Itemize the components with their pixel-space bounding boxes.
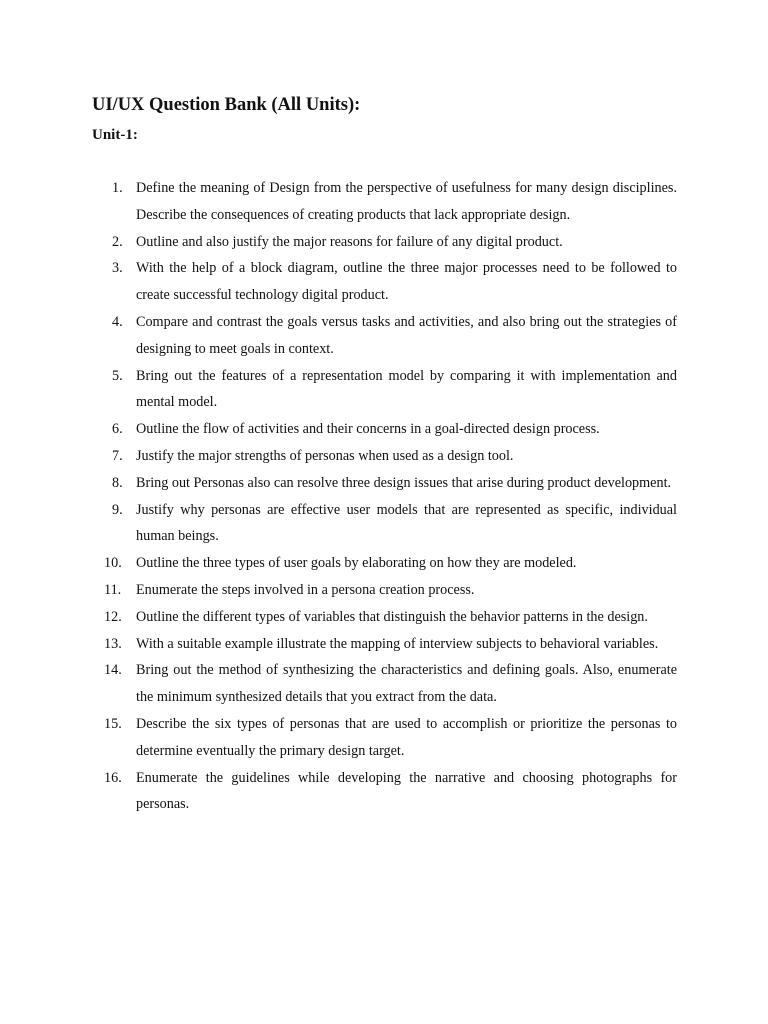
question-text: Justify the major strengths of personas when used as a design tool. [136, 447, 514, 464]
question-item-1 [92, 175, 677, 229]
question-text: Bring out the features of a representation model by comparing it with implementation and mental model. [136, 367, 677, 411]
question-item-9 [92, 497, 677, 551]
question-number: 1. [112, 180, 123, 196]
question-item-12 [92, 604, 677, 631]
question-item-13 [92, 631, 677, 658]
question-text: Bring out the method of synthesizing the characteristics and defining goals. Also, enumerate the minimum synthesized details that you extract from the data. [136, 662, 677, 706]
question-item-5 [92, 363, 677, 417]
question-text: Compare and contrast the goals versus tasks and activities, and also bring out the strategies of designing to meet goals in context. [136, 313, 677, 357]
question-item-11 [92, 577, 677, 604]
question-text: With a suitable example illustrate the mapping of interview subjects to behavioral variables. [136, 635, 659, 652]
question-item-16 [92, 765, 677, 819]
question-number: 13. [104, 635, 122, 652]
question-number: 7. [112, 447, 123, 464]
question-number: 12. [104, 608, 122, 625]
question-text: Describe the six types of personas that are used to accomplish or prioritize the personas to determine eventually the primary design target. [136, 715, 677, 759]
question-text: Define the meaning of Design from the perspective of usefulness for many design disciplines. Describe the consequences of creating products that lack appropriate design. [136, 180, 677, 223]
question-item-10 [92, 550, 677, 577]
question-number: 14. [104, 662, 122, 679]
question-number: 6. [112, 421, 123, 438]
question-text: Outline the flow of activities and their concerns in a goal-directed design process. [136, 421, 600, 438]
question-number: 10. [104, 555, 122, 572]
question-item-7 [92, 443, 677, 470]
question-number: 2. [112, 233, 123, 250]
question-text: Bring out Personas also can resolve three design issues that arise during product development. [136, 474, 672, 491]
question-text: Outline the three types of user goals by elaborating on how they are modeled. [136, 555, 577, 572]
question-item-6 [92, 416, 677, 443]
question-number: 16. [104, 769, 122, 786]
document-title: UI/UX Question Bank (All Units): [92, 95, 361, 115]
question-list [92, 175, 677, 818]
question-item-15 [92, 711, 677, 765]
question-number: 3. [112, 260, 123, 277]
unit-heading: Unit-1: [92, 127, 138, 143]
question-text: With the help of a block diagram, outline the three major processes need to be followed to create successful technology digital product. [136, 260, 677, 304]
question-text: Enumerate the guidelines while developing the narrative and choosing photographs for personas. [136, 769, 677, 813]
question-item-14 [92, 657, 677, 711]
question-text: Outline and also justify the major reasons for failure of any digital product. [136, 233, 563, 250]
question-number: 4. [112, 313, 123, 330]
question-number: 9. [112, 501, 123, 518]
question-item-4 [92, 309, 677, 363]
question-text: Justify why personas are effective user models that are represented as specific, individual human beings. [136, 501, 677, 545]
question-number: 8. [112, 474, 123, 491]
question-number: 5. [112, 367, 123, 384]
question-number: 11. [104, 581, 122, 598]
question-item-8 [92, 470, 677, 497]
question-text: Outline the different types of variables that distinguish the behavior patterns in the design. [136, 608, 648, 625]
question-item-2 [92, 229, 677, 256]
question-text: Enumerate the steps involved in a persona creation process. [136, 581, 475, 598]
question-number: 15. [104, 715, 122, 732]
question-item-3 [92, 255, 677, 309]
